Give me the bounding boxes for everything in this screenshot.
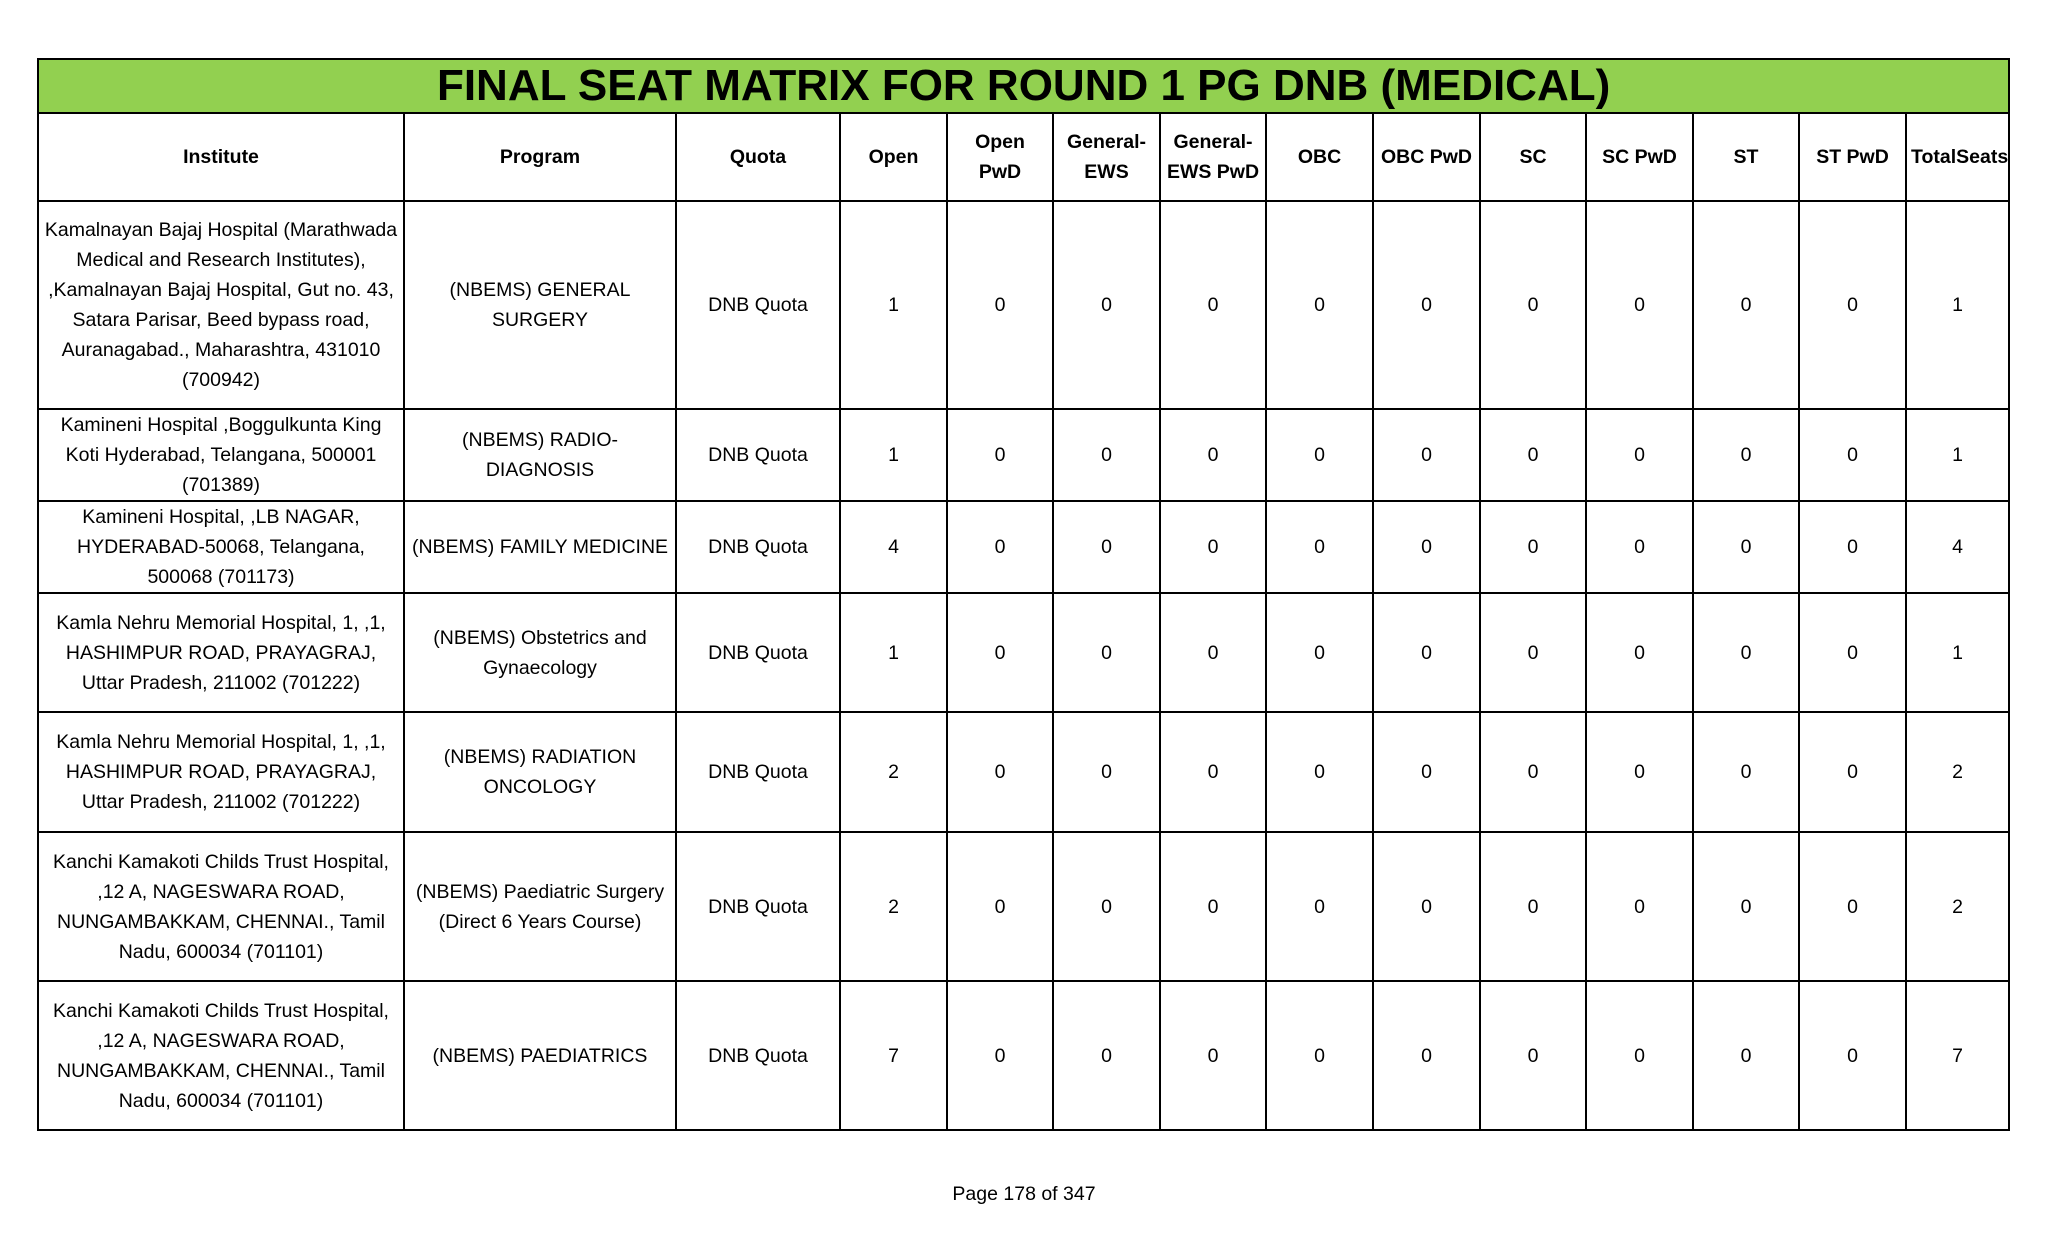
seat-count-cell: 0 bbox=[947, 501, 1053, 593]
seat-count-cell: 0 bbox=[1693, 201, 1799, 409]
seat-count-cell: 0 bbox=[1160, 201, 1266, 409]
seat-count-cell: 0 bbox=[1480, 501, 1586, 593]
seat-count-cell: 0 bbox=[1480, 593, 1586, 712]
table-row bbox=[38, 501, 2009, 593]
program-cell: (NBEMS) RADIATION ONCOLOGY bbox=[404, 712, 676, 832]
seat-count-cell: 4 bbox=[1906, 501, 2009, 593]
seat-count-cell: 0 bbox=[1053, 712, 1160, 832]
column-header: OBC bbox=[1266, 113, 1373, 201]
seat-count-cell: 1 bbox=[1906, 409, 2009, 501]
table-header-row bbox=[38, 113, 2009, 201]
seat-count-cell: 0 bbox=[1586, 501, 1693, 593]
seat-count-cell: 0 bbox=[1480, 712, 1586, 832]
seat-count-cell: 0 bbox=[947, 832, 1053, 981]
table-row bbox=[38, 593, 2009, 712]
seat-count-cell: 0 bbox=[1160, 501, 1266, 593]
seat-count-cell: 0 bbox=[1799, 981, 1906, 1130]
seat-count-cell: 0 bbox=[1160, 832, 1266, 981]
quota-cell: DNB Quota bbox=[676, 832, 840, 981]
seat-count-cell: 0 bbox=[1373, 832, 1480, 981]
program-cell: (NBEMS) PAEDIATRICS bbox=[404, 981, 676, 1130]
quota-cell: DNB Quota bbox=[676, 201, 840, 409]
seat-count-cell: 0 bbox=[1053, 501, 1160, 593]
seat-count-cell: 0 bbox=[1266, 501, 1373, 593]
institute-cell: Kamalnayan Bajaj Hospital (Marathwada Medical and Research Institutes), ,Kamalnayan Bajaj Hospital, Gut no. 43, Satara Parisar, Beed bypass road, Auranagabad., Maharashtra, 431010 (700942) bbox=[38, 201, 404, 409]
column-header: General-EWS bbox=[1053, 113, 1160, 201]
seat-count-cell: 1 bbox=[840, 593, 947, 712]
seat-count-cell: 0 bbox=[1160, 712, 1266, 832]
institute-cell: Kamla Nehru Memorial Hospital, 1, ,1, HASHIMPUR ROAD, PRAYAGRAJ, Uttar Pradesh, 211002 (701222) bbox=[38, 593, 404, 712]
seat-count-cell: 0 bbox=[1693, 501, 1799, 593]
quota-cell: DNB Quota bbox=[676, 409, 840, 501]
seat-count-cell: 0 bbox=[1586, 593, 1693, 712]
table-row bbox=[38, 832, 2009, 981]
seat-count-cell: 0 bbox=[1480, 201, 1586, 409]
seat-count-cell: 0 bbox=[1373, 593, 1480, 712]
seat-count-cell: 0 bbox=[1053, 593, 1160, 712]
column-header: Quota bbox=[676, 113, 840, 201]
seat-count-cell: 0 bbox=[1053, 201, 1160, 409]
page-footer: Page 178 of 347 bbox=[952, 1183, 1096, 1205]
table-row bbox=[38, 201, 2009, 409]
table-row bbox=[38, 712, 2009, 832]
seat-count-cell: 0 bbox=[1373, 712, 1480, 832]
seat-count-cell: 1 bbox=[840, 409, 947, 501]
seat-count-cell: 0 bbox=[947, 593, 1053, 712]
institute-cell: Kanchi Kamakoti Childs Trust Hospital, ,12 A, NAGESWARA ROAD, NUNGAMBAKKAM, CHENNAI., Tamil Nadu, 600034 (701101) bbox=[38, 981, 404, 1130]
column-header: TotalSeats bbox=[1906, 113, 2009, 201]
table-body bbox=[38, 201, 2009, 1130]
seat-count-cell: 0 bbox=[1266, 409, 1373, 501]
column-header: Open bbox=[840, 113, 947, 201]
seat-count-cell: 2 bbox=[1906, 832, 2009, 981]
seat-count-cell: 1 bbox=[1906, 593, 2009, 712]
seat-count-cell: 0 bbox=[1266, 712, 1373, 832]
seat-count-cell: 4 bbox=[840, 501, 947, 593]
column-header: SC PwD bbox=[1586, 113, 1693, 201]
seat-count-cell: 2 bbox=[1906, 712, 2009, 832]
seat-count-cell: 0 bbox=[1586, 981, 1693, 1130]
seat-count-cell: 0 bbox=[1799, 832, 1906, 981]
table-row bbox=[38, 409, 2009, 501]
institute-cell: Kamla Nehru Memorial Hospital, 1, ,1, HASHIMPUR ROAD, PRAYAGRAJ, Uttar Pradesh, 211002 (701222) bbox=[38, 712, 404, 832]
seat-count-cell: 0 bbox=[1160, 593, 1266, 712]
seat-count-cell: 1 bbox=[840, 201, 947, 409]
seat-count-cell: 0 bbox=[1373, 981, 1480, 1130]
program-cell: (NBEMS) FAMILY MEDICINE bbox=[404, 501, 676, 593]
seat-matrix-table bbox=[37, 58, 2010, 1131]
quota-cell: DNB Quota bbox=[676, 501, 840, 593]
seat-count-cell: 0 bbox=[1266, 201, 1373, 409]
quota-cell: DNB Quota bbox=[676, 593, 840, 712]
seat-count-cell: 0 bbox=[1053, 832, 1160, 981]
seat-count-cell: 0 bbox=[1586, 409, 1693, 501]
seat-count-cell: 0 bbox=[1693, 832, 1799, 981]
column-header: Program bbox=[404, 113, 676, 201]
column-header: Institute bbox=[38, 113, 404, 201]
seat-count-cell: 0 bbox=[947, 409, 1053, 501]
seat-count-cell: 0 bbox=[1480, 832, 1586, 981]
seat-count-cell: 0 bbox=[1799, 712, 1906, 832]
seat-matrix-sheet bbox=[37, 58, 2008, 1131]
seat-count-cell: 2 bbox=[840, 832, 947, 981]
page-title: FINAL SEAT MATRIX FOR ROUND 1 PG DNB (MEDICAL) bbox=[38, 59, 2009, 113]
seat-count-cell: 0 bbox=[1373, 501, 1480, 593]
seat-count-cell: 0 bbox=[1266, 832, 1373, 981]
seat-count-cell: 0 bbox=[1266, 981, 1373, 1130]
seat-count-cell: 0 bbox=[1799, 201, 1906, 409]
quota-cell: DNB Quota bbox=[676, 981, 840, 1130]
seat-count-cell: 0 bbox=[1053, 409, 1160, 501]
column-header: General-EWS PwD bbox=[1160, 113, 1266, 201]
seat-count-cell: 0 bbox=[947, 201, 1053, 409]
seat-count-cell: 0 bbox=[1586, 712, 1693, 832]
seat-count-cell: 0 bbox=[1586, 832, 1693, 981]
column-header: ST bbox=[1693, 113, 1799, 201]
seat-count-cell: 0 bbox=[1480, 409, 1586, 501]
quota-cell: DNB Quota bbox=[676, 712, 840, 832]
seat-count-cell: 0 bbox=[947, 712, 1053, 832]
program-cell: (NBEMS) Obstetrics and Gynaecology bbox=[404, 593, 676, 712]
seat-count-cell: 0 bbox=[1266, 593, 1373, 712]
seat-count-cell: 0 bbox=[1693, 409, 1799, 501]
seat-count-cell: 0 bbox=[1373, 409, 1480, 501]
column-header: SC bbox=[1480, 113, 1586, 201]
column-header: ST PwD bbox=[1799, 113, 1906, 201]
institute-cell: Kamineni Hospital ,Boggulkunta King Koti Hyderabad, Telangana, 500001 (701389) bbox=[38, 409, 404, 501]
seat-count-cell: 0 bbox=[1693, 981, 1799, 1130]
seat-count-cell: 7 bbox=[840, 981, 947, 1130]
institute-cell: Kanchi Kamakoti Childs Trust Hospital, ,12 A, NAGESWARA ROAD, NUNGAMBAKKAM, CHENNAI., Tamil Nadu, 600034 (701101) bbox=[38, 832, 404, 981]
program-cell: (NBEMS) RADIO-DIAGNOSIS bbox=[404, 409, 676, 501]
seat-count-cell: 0 bbox=[1053, 981, 1160, 1130]
seat-count-cell: 0 bbox=[1799, 593, 1906, 712]
seat-count-cell: 0 bbox=[1799, 409, 1906, 501]
program-cell: (NBEMS) Paediatric Surgery (Direct 6 Years Course) bbox=[404, 832, 676, 981]
table-row bbox=[38, 981, 2009, 1130]
seat-count-cell: 0 bbox=[1480, 981, 1586, 1130]
seat-count-cell: 1 bbox=[1906, 201, 2009, 409]
seat-count-cell: 0 bbox=[947, 981, 1053, 1130]
seat-count-cell: 0 bbox=[1693, 593, 1799, 712]
seat-count-cell: 7 bbox=[1906, 981, 2009, 1130]
seat-count-cell: 2 bbox=[840, 712, 947, 832]
column-header: OBC PwD bbox=[1373, 113, 1480, 201]
seat-count-cell: 0 bbox=[1799, 501, 1906, 593]
seat-count-cell: 0 bbox=[1693, 712, 1799, 832]
institute-cell: Kamineni Hospital, ,LB NAGAR, HYDERABAD-50068, Telangana, 500068 (701173) bbox=[38, 501, 404, 593]
seat-count-cell: 0 bbox=[1160, 981, 1266, 1130]
seat-count-cell: 0 bbox=[1586, 201, 1693, 409]
seat-count-cell: 0 bbox=[1373, 201, 1480, 409]
column-header: Open PwD bbox=[947, 113, 1053, 201]
program-cell: (NBEMS) GENERAL SURGERY bbox=[404, 201, 676, 409]
seat-count-cell: 0 bbox=[1160, 409, 1266, 501]
